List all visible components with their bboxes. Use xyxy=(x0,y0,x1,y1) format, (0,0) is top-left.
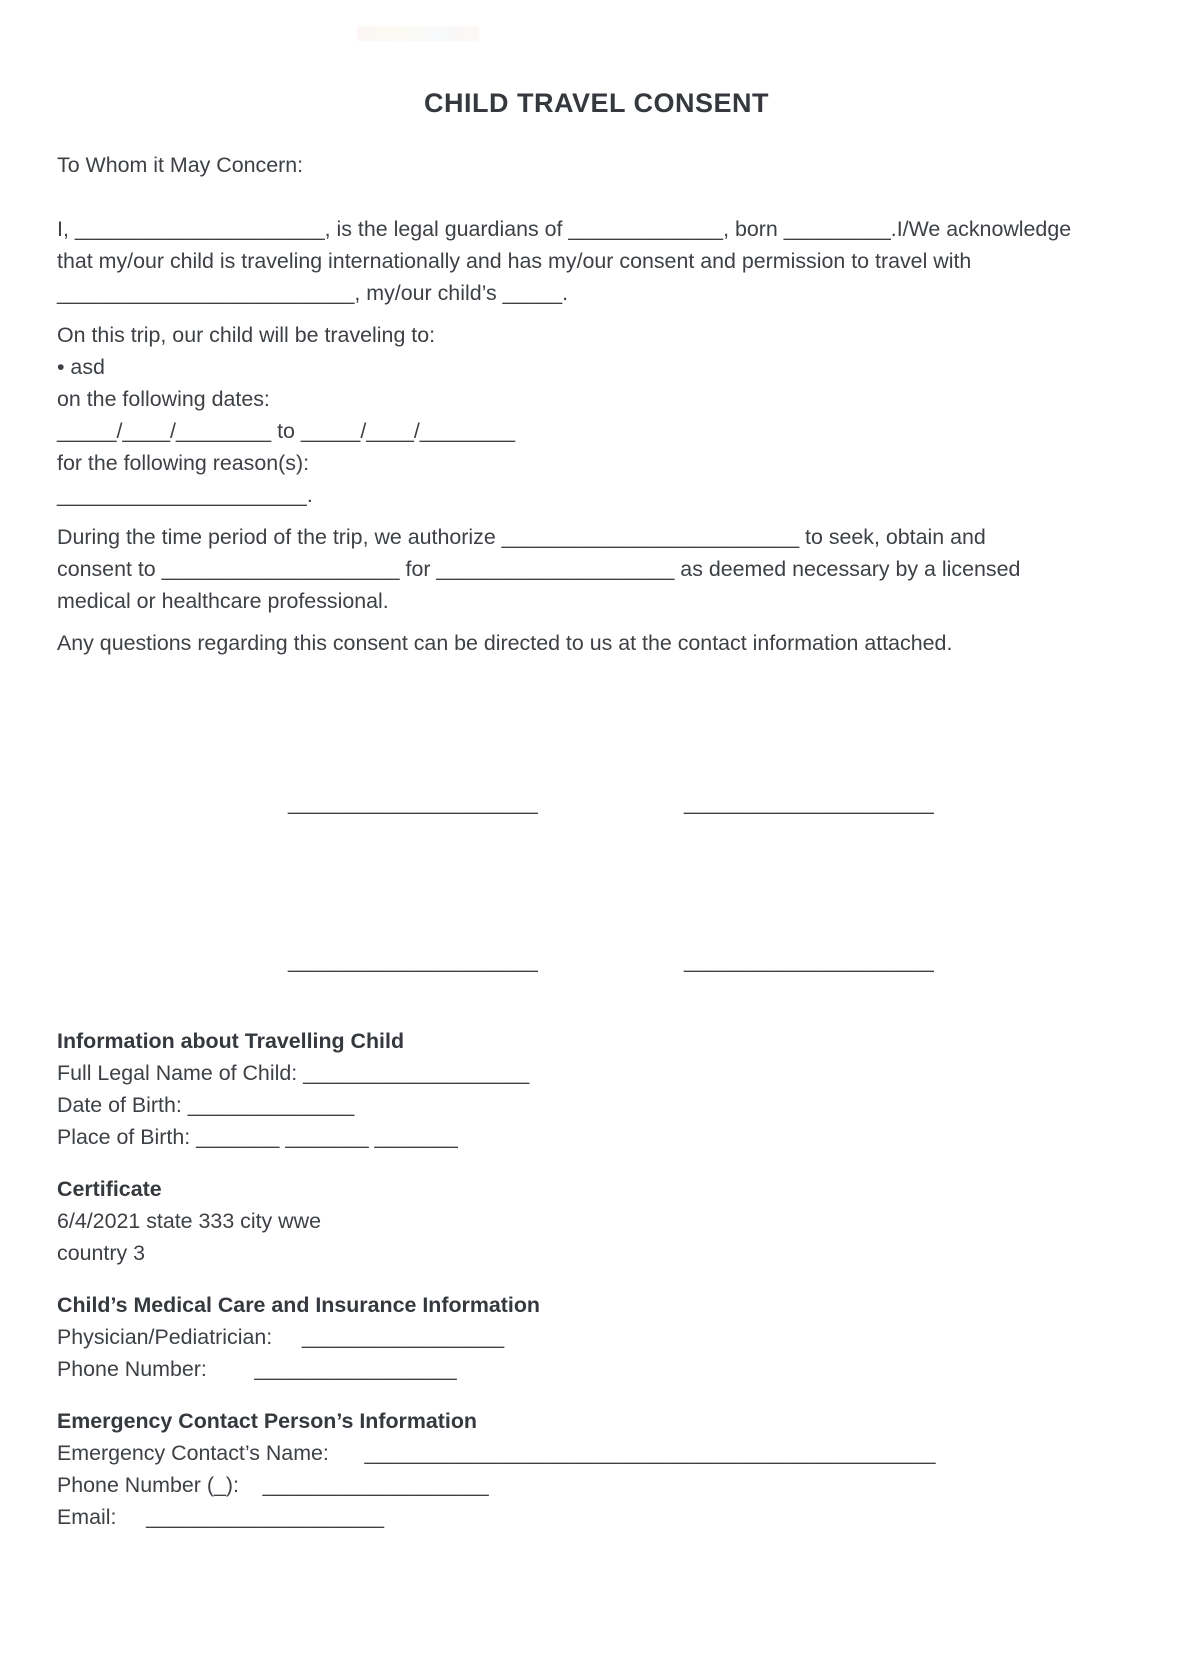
child-full-name-field: Full Legal Name of Child: ___________________ xyxy=(57,1061,530,1085)
certificate-details-line: 6/4/2021 state 333 city wwe xyxy=(57,1209,321,1233)
child-place-of-birth-field: Place of Birth: _______ _______ _______ xyxy=(57,1125,458,1149)
signature-line-left-2: _____________________ xyxy=(288,949,538,973)
trip-destination-bullet: • asd xyxy=(57,355,105,379)
section-certificate-heading: Certificate xyxy=(57,1177,162,1201)
intro-line-1: I, _____________________, is the legal guardians of _____________, born _________.I/We acknowledge xyxy=(57,217,1072,241)
signature-line-left-1: _____________________ xyxy=(288,791,538,815)
authorization-line-3: medical or healthcare professional. xyxy=(57,589,389,613)
trip-dates-blanks: _____/____/________ to _____/____/________ xyxy=(57,419,515,443)
intro-line-2: that my/our child is traveling internationally and has my/our consent and permission to travel with xyxy=(57,249,972,273)
signature-row-1 xyxy=(288,787,1136,819)
signature-line-right-2: _____________________ xyxy=(684,949,934,973)
physician-field: Physician/Pediatrician: _________________ xyxy=(57,1325,505,1349)
salutation-line: To Whom it May Concern: xyxy=(57,153,304,177)
trip-reason-blank: _____________________. xyxy=(57,483,313,507)
authorization-paragraph xyxy=(57,521,1136,617)
section-certificate xyxy=(57,1173,1136,1269)
trip-reason-label: for the following reason(s): xyxy=(57,451,310,475)
section-emergency-heading: Emergency Contact Person’s Information xyxy=(57,1409,477,1433)
section-medical-heading: Child’s Medical Care and Insurance Information xyxy=(57,1293,540,1317)
section-emergency xyxy=(57,1405,1136,1533)
trip-destination-label: On this trip, our child will be traveling to: xyxy=(57,323,436,347)
signature-line-right-1: _____________________ xyxy=(684,791,934,815)
emergency-phone-field: Phone Number (_): ___________________ xyxy=(57,1473,489,1497)
section-child-info-heading: Information about Travelling Child xyxy=(57,1029,405,1053)
authorization-line-1: During the time period of the trip, we authorize _________________________ to seek, obtain and xyxy=(57,525,986,549)
emergency-email-field: Email: ____________________ xyxy=(57,1505,385,1529)
document-title: CHILD TRAVEL CONSENT xyxy=(423,88,769,118)
signature-row-2 xyxy=(288,945,1136,977)
certificate-country-line: country 3 xyxy=(57,1241,145,1265)
intro-line-3: _________________________, my/our child’s _____. xyxy=(57,281,569,305)
emergency-contact-name-field: Emergency Contact’s Name: ________________________________________________ xyxy=(57,1441,936,1465)
trip-dates-label: on the following dates: xyxy=(57,387,270,411)
child-date-of-birth-field: Date of Birth: ______________ xyxy=(57,1093,355,1117)
authorization-line-2: consent to ____________________ for ____________________ as deemed necessary by a licensed xyxy=(57,557,1021,581)
intro-paragraph xyxy=(57,213,1136,309)
physician-phone-field: Phone Number: _________________ xyxy=(57,1357,457,1381)
section-medical xyxy=(57,1289,1136,1385)
questions-line: Any questions regarding this consent can be directed to us at the contact information attached. xyxy=(57,631,953,655)
trip-details-paragraph xyxy=(57,319,1136,511)
section-child-info xyxy=(57,1025,1136,1153)
faint-watermark xyxy=(357,26,479,41)
